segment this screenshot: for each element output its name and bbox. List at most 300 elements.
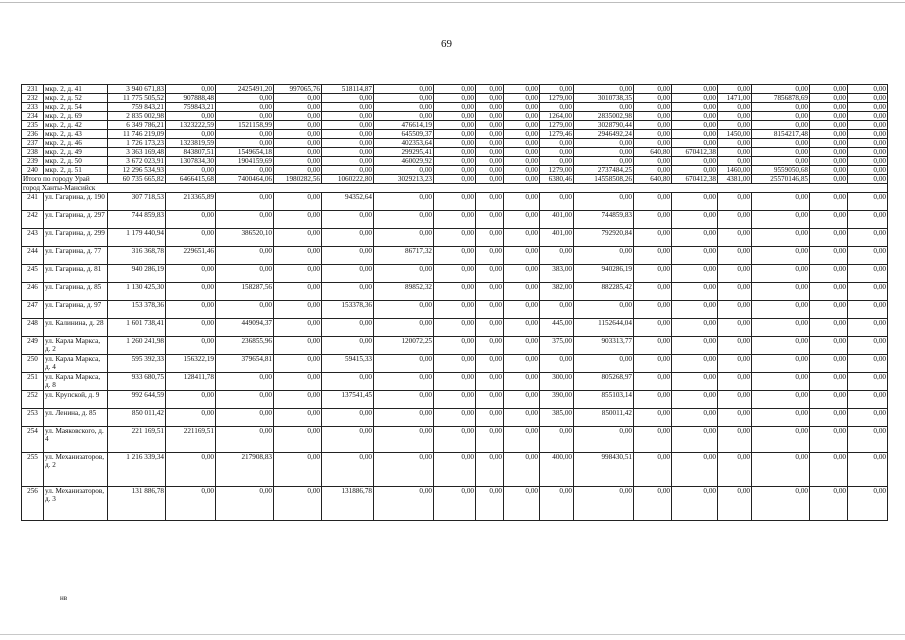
value-cell: 0,00 <box>216 487 274 521</box>
value-cell: 0,00 <box>216 94 274 103</box>
total-value-cell: 1980282,56 <box>274 175 322 184</box>
value-cell: 0,00 <box>476 427 504 453</box>
value-cell: 2425491,20 <box>216 85 274 94</box>
value-cell: 0,00 <box>374 391 434 409</box>
value-cell: 0,00 <box>848 453 888 487</box>
value-cell: 0,00 <box>322 265 374 283</box>
table-row <box>22 409 888 427</box>
value-cell: 153 378,36 <box>108 301 166 319</box>
value-cell: 0,00 <box>322 211 374 229</box>
value-cell: 0,00 <box>810 94 848 103</box>
value-cell: 759843,21 <box>166 103 216 112</box>
row-number-cell: 250 <box>22 355 44 373</box>
value-cell: 0,00 <box>848 94 888 103</box>
table-row <box>22 427 888 453</box>
total-value-cell: 0,00 <box>434 175 476 184</box>
value-cell: 0,00 <box>434 139 476 148</box>
row-number-cell: 232 <box>22 94 44 103</box>
value-cell: 0,00 <box>540 487 574 521</box>
value-cell: 0,00 <box>166 337 216 355</box>
value-cell: 0,00 <box>634 487 672 521</box>
value-cell: 0,00 <box>718 265 752 283</box>
value-cell: 0,00 <box>540 148 574 157</box>
value-cell: 0,00 <box>752 337 810 355</box>
value-cell: 0,00 <box>216 193 274 211</box>
value-cell: 2946492,24 <box>574 130 634 139</box>
value-cell: 0,00 <box>634 247 672 265</box>
value-cell: 0,00 <box>810 193 848 211</box>
value-cell: 0,00 <box>540 157 574 166</box>
value-cell: 0,00 <box>322 427 374 453</box>
value-cell: 0,00 <box>322 229 374 247</box>
total-value-cell: 60 735 665,82 <box>108 175 166 184</box>
value-cell: 855103,14 <box>574 391 634 409</box>
value-cell: 0,00 <box>752 157 810 166</box>
value-cell: 153378,36 <box>322 301 374 319</box>
value-cell: 0,00 <box>504 283 540 301</box>
value-cell: 0,00 <box>216 265 274 283</box>
value-cell: 0,00 <box>634 193 672 211</box>
page-number: 69 <box>441 38 452 50</box>
value-cell: 0,00 <box>434 265 476 283</box>
total-value-cell: 7400464,06 <box>216 175 274 184</box>
value-cell: 0,00 <box>574 148 634 157</box>
value-cell: 0,00 <box>574 103 634 112</box>
value-cell: 0,00 <box>672 193 718 211</box>
value-cell: 0,00 <box>810 130 848 139</box>
address-cell: ул. Гагарина, д. 77 <box>44 247 108 265</box>
total-value-cell: 6380,46 <box>540 175 574 184</box>
value-cell: 236855,96 <box>216 337 274 355</box>
value-cell: 0,00 <box>752 373 810 391</box>
value-cell: 0,00 <box>540 247 574 265</box>
value-cell: 0,00 <box>848 121 888 130</box>
value-cell: 0,00 <box>634 103 672 112</box>
value-cell: 0,00 <box>216 301 274 319</box>
table-row <box>22 103 888 112</box>
value-cell: 0,00 <box>848 373 888 391</box>
value-cell: 0,00 <box>274 157 322 166</box>
table-row <box>22 229 888 247</box>
row-number-cell: 231 <box>22 85 44 94</box>
table-row <box>22 247 888 265</box>
total-value-cell: 0,00 <box>810 175 848 184</box>
value-cell: 0,00 <box>504 301 540 319</box>
value-cell: 0,00 <box>634 373 672 391</box>
value-cell: 0,00 <box>434 355 476 373</box>
value-cell: 0,00 <box>434 211 476 229</box>
value-cell: 0,00 <box>504 211 540 229</box>
value-cell: 0,00 <box>718 355 752 373</box>
value-cell: 0,00 <box>752 319 810 337</box>
value-cell: 0,00 <box>476 487 504 521</box>
value-cell: 0,00 <box>476 229 504 247</box>
value-cell: 0,00 <box>374 487 434 521</box>
value-cell: 0,00 <box>434 94 476 103</box>
total-value-cell: 0,00 <box>848 175 888 184</box>
value-cell: 0,00 <box>434 391 476 409</box>
value-cell: 0,00 <box>810 283 848 301</box>
value-cell: 0,00 <box>274 265 322 283</box>
row-number-cell: 245 <box>22 265 44 283</box>
value-cell: 221169,51 <box>166 427 216 453</box>
value-cell: 843807,51 <box>166 148 216 157</box>
value-cell: 0,00 <box>634 121 672 130</box>
value-cell: 0,00 <box>634 337 672 355</box>
value-cell: 0,00 <box>848 409 888 427</box>
value-cell: 390,00 <box>540 391 574 409</box>
value-cell: 0,00 <box>810 319 848 337</box>
value-cell: 0,00 <box>810 409 848 427</box>
table-row <box>22 283 888 301</box>
value-cell: 0,00 <box>672 85 718 94</box>
value-cell: 0,00 <box>504 139 540 148</box>
section-filler <box>166 184 888 193</box>
value-cell: 903313,77 <box>574 337 634 355</box>
value-cell: 992 644,59 <box>108 391 166 409</box>
value-cell: 850 011,42 <box>108 409 166 427</box>
value-cell: 0,00 <box>848 148 888 157</box>
value-cell: 0,00 <box>476 193 504 211</box>
section-title: город Ханты-Мансийск <box>22 184 166 193</box>
value-cell: 0,00 <box>434 157 476 166</box>
value-cell: 1307834,30 <box>166 157 216 166</box>
value-cell: 0,00 <box>634 265 672 283</box>
value-cell: 0,00 <box>274 487 322 521</box>
value-cell: 0,00 <box>634 112 672 121</box>
scan-edge-bottom <box>0 634 905 635</box>
value-cell: 0,00 <box>848 166 888 175</box>
value-cell: 0,00 <box>810 112 848 121</box>
value-cell: 0,00 <box>718 427 752 453</box>
value-cell: 0,00 <box>848 139 888 148</box>
row-number-cell: 234 <box>22 112 44 121</box>
table-row <box>22 355 888 373</box>
value-cell: 0,00 <box>434 373 476 391</box>
value-cell: 0,00 <box>274 355 322 373</box>
value-cell: 0,00 <box>540 427 574 453</box>
value-cell: 0,00 <box>504 319 540 337</box>
footer-note: нв <box>60 594 68 602</box>
value-cell: 0,00 <box>166 391 216 409</box>
value-cell: 0,00 <box>810 427 848 453</box>
value-cell: 0,00 <box>672 301 718 319</box>
address-cell: ул. Гагарина, д. 190 <box>44 193 108 211</box>
value-cell: 400,00 <box>540 453 574 487</box>
value-cell: 0,00 <box>274 283 322 301</box>
table-row <box>22 139 888 148</box>
value-cell: 0,00 <box>574 301 634 319</box>
address-cell: ул. Гагарина, д. 297 <box>44 211 108 229</box>
value-cell: 670412,38 <box>672 148 718 157</box>
value-cell: 0,00 <box>374 112 434 121</box>
row-number-cell: 255 <box>22 453 44 487</box>
value-cell: 0,00 <box>718 112 752 121</box>
value-cell: 0,00 <box>504 247 540 265</box>
value-cell: 0,00 <box>476 301 504 319</box>
table-row <box>22 301 888 319</box>
total-value-cell: 670412,38 <box>672 175 718 184</box>
value-cell: 0,00 <box>274 409 322 427</box>
value-cell: 0,00 <box>476 319 504 337</box>
value-cell: 1279,46 <box>540 130 574 139</box>
value-cell: 0,00 <box>374 301 434 319</box>
value-cell: 1279,00 <box>540 121 574 130</box>
value-cell: 0,00 <box>848 247 888 265</box>
value-cell: 1323819,59 <box>166 139 216 148</box>
value-cell: 12 296 534,93 <box>108 166 166 175</box>
value-cell: 0,00 <box>434 337 476 355</box>
value-cell: 0,00 <box>322 166 374 175</box>
value-cell: 0,00 <box>374 166 434 175</box>
value-cell: 1 216 339,34 <box>108 453 166 487</box>
value-cell: 0,00 <box>574 247 634 265</box>
value-cell: 0,00 <box>672 427 718 453</box>
row-number-cell: 244 <box>22 247 44 265</box>
value-cell: 0,00 <box>672 265 718 283</box>
value-cell: 0,00 <box>718 337 752 355</box>
value-cell: 0,00 <box>216 166 274 175</box>
value-cell: 476614,19 <box>374 121 434 130</box>
value-cell: 0,00 <box>810 247 848 265</box>
value-cell: 0,00 <box>672 337 718 355</box>
value-cell: 0,00 <box>848 157 888 166</box>
value-cell: 385,00 <box>540 409 574 427</box>
value-cell: 0,00 <box>634 427 672 453</box>
value-cell: 0,00 <box>504 103 540 112</box>
address-cell: мкр. 2, д. 54 <box>44 103 108 112</box>
value-cell: 0,00 <box>752 85 810 94</box>
value-cell: 0,00 <box>810 337 848 355</box>
value-cell: 744859,83 <box>574 211 634 229</box>
value-cell: 0,00 <box>504 157 540 166</box>
value-cell: 0,00 <box>504 193 540 211</box>
value-cell: 0,00 <box>434 301 476 319</box>
value-cell: 0,00 <box>718 193 752 211</box>
value-cell: 0,00 <box>216 373 274 391</box>
value-cell: 0,00 <box>848 301 888 319</box>
value-cell: 0,00 <box>434 283 476 301</box>
total-value-cell: 640,80 <box>634 175 672 184</box>
value-cell: 0,00 <box>810 121 848 130</box>
value-cell: 382,00 <box>540 283 574 301</box>
value-cell: 0,00 <box>274 319 322 337</box>
table-body <box>22 85 888 521</box>
row-number-cell: 240 <box>22 166 44 175</box>
value-cell: 0,00 <box>476 391 504 409</box>
value-cell: 0,00 <box>434 229 476 247</box>
value-cell: 0,00 <box>672 453 718 487</box>
value-cell: 0,00 <box>374 355 434 373</box>
value-cell: 0,00 <box>810 229 848 247</box>
value-cell: 0,00 <box>476 265 504 283</box>
value-cell: 0,00 <box>672 139 718 148</box>
value-cell: 0,00 <box>274 427 322 453</box>
row-number-cell: 254 <box>22 427 44 453</box>
value-cell: 0,00 <box>634 94 672 103</box>
value-cell: 0,00 <box>634 453 672 487</box>
value-cell: 383,00 <box>540 265 574 283</box>
value-cell: 0,00 <box>718 148 752 157</box>
total-value-cell: 1060222,80 <box>322 175 374 184</box>
value-cell: 998430,51 <box>574 453 634 487</box>
row-number-cell: 241 <box>22 193 44 211</box>
value-cell: 0,00 <box>672 409 718 427</box>
value-cell: 0,00 <box>166 130 216 139</box>
value-cell: 0,00 <box>322 283 374 301</box>
value-cell: 0,00 <box>374 211 434 229</box>
value-cell: 0,00 <box>810 265 848 283</box>
value-cell: 0,00 <box>540 139 574 148</box>
value-cell: 0,00 <box>672 103 718 112</box>
value-cell: 0,00 <box>634 319 672 337</box>
value-cell: 0,00 <box>374 229 434 247</box>
value-cell: 8154217,48 <box>752 130 810 139</box>
value-cell: 3 363 169,48 <box>108 148 166 157</box>
value-cell: 0,00 <box>718 85 752 94</box>
value-cell: 0,00 <box>274 337 322 355</box>
value-cell: 0,00 <box>752 247 810 265</box>
value-cell: 0,00 <box>718 103 752 112</box>
value-cell: 0,00 <box>752 112 810 121</box>
value-cell: 0,00 <box>810 211 848 229</box>
address-cell: мкр. 2, д. 50 <box>44 157 108 166</box>
value-cell: 0,00 <box>274 301 322 319</box>
value-cell: 0,00 <box>274 453 322 487</box>
value-cell: 0,00 <box>752 355 810 373</box>
address-cell: ул. Механизаторов, д. 3 <box>44 487 108 521</box>
table-row <box>22 373 888 391</box>
value-cell: 0,00 <box>574 427 634 453</box>
value-cell: 0,00 <box>504 487 540 521</box>
table-row <box>22 166 888 175</box>
value-cell: 0,00 <box>374 373 434 391</box>
value-cell: 0,00 <box>504 85 540 94</box>
value-cell: 0,00 <box>672 283 718 301</box>
value-cell: 0,00 <box>322 337 374 355</box>
value-cell: 0,00 <box>848 283 888 301</box>
value-cell: 0,00 <box>374 265 434 283</box>
value-cell: 0,00 <box>504 148 540 157</box>
value-cell: 1264,00 <box>540 112 574 121</box>
address-cell: мкр. 2, д. 46 <box>44 139 108 148</box>
value-cell: 0,00 <box>848 85 888 94</box>
value-cell: 0,00 <box>166 301 216 319</box>
value-cell: 0,00 <box>434 130 476 139</box>
value-cell: 0,00 <box>634 229 672 247</box>
table-row <box>22 157 888 166</box>
value-cell: 0,00 <box>166 283 216 301</box>
value-cell: 131 886,78 <box>108 487 166 521</box>
value-cell: 7856878,69 <box>752 94 810 103</box>
value-cell: 2835002,98 <box>574 112 634 121</box>
value-cell: 1 726 173,23 <box>108 139 166 148</box>
value-cell: 0,00 <box>274 229 322 247</box>
value-cell: 0,00 <box>634 409 672 427</box>
address-cell: ул. Гагарина, д. 299 <box>44 229 108 247</box>
value-cell: 0,00 <box>434 427 476 453</box>
value-cell: 997065,76 <box>274 85 322 94</box>
value-cell: 9559050,68 <box>752 166 810 175</box>
table-row <box>22 94 888 103</box>
value-cell: 0,00 <box>752 148 810 157</box>
value-cell: 0,00 <box>848 112 888 121</box>
value-cell: 0,00 <box>274 112 322 121</box>
value-cell: 0,00 <box>848 319 888 337</box>
value-cell: 0,00 <box>504 265 540 283</box>
value-cell: 0,00 <box>752 103 810 112</box>
row-number-cell: 237 <box>22 139 44 148</box>
value-cell: 0,00 <box>322 453 374 487</box>
value-cell: 89852,32 <box>374 283 434 301</box>
total-value-cell: 0,00 <box>504 175 540 184</box>
value-cell: 0,00 <box>752 193 810 211</box>
value-cell: 0,00 <box>166 229 216 247</box>
value-cell: 0,00 <box>504 229 540 247</box>
value-cell: 0,00 <box>274 148 322 157</box>
value-cell: 0,00 <box>718 211 752 229</box>
value-cell: 0,00 <box>504 112 540 121</box>
value-cell: 137541,45 <box>322 391 374 409</box>
value-cell: 0,00 <box>718 283 752 301</box>
value-cell: 1 130 425,30 <box>108 283 166 301</box>
value-cell: 0,00 <box>216 103 274 112</box>
value-cell: 0,00 <box>274 130 322 139</box>
value-cell: 0,00 <box>810 487 848 521</box>
value-cell: 221 169,51 <box>108 427 166 453</box>
total-label: Итого по городу Урай <box>22 175 108 184</box>
address-cell: ул. Гагарина, д. 81 <box>44 265 108 283</box>
value-cell: 1 260 241,98 <box>108 337 166 355</box>
address-cell: мкр. 2, д. 51 <box>44 166 108 175</box>
value-cell: 6 349 786,21 <box>108 121 166 130</box>
value-cell: 0,00 <box>434 247 476 265</box>
value-cell: 0,00 <box>322 157 374 166</box>
value-cell: 0,00 <box>752 487 810 521</box>
value-cell: 0,00 <box>504 121 540 130</box>
value-cell: 0,00 <box>848 211 888 229</box>
address-cell: ул. Механизаторов, д. 2 <box>44 453 108 487</box>
value-cell: 0,00 <box>322 373 374 391</box>
table-row <box>22 112 888 121</box>
value-cell: 94352,64 <box>322 193 374 211</box>
value-cell: 0,00 <box>810 166 848 175</box>
value-cell: 0,00 <box>672 247 718 265</box>
value-cell: 0,00 <box>718 453 752 487</box>
value-cell: 0,00 <box>476 112 504 121</box>
value-cell: 0,00 <box>848 391 888 409</box>
value-cell: 0,00 <box>434 148 476 157</box>
value-cell: 0,00 <box>166 265 216 283</box>
row-number-cell: 253 <box>22 409 44 427</box>
table-row <box>22 319 888 337</box>
value-cell: 0,00 <box>322 247 374 265</box>
value-cell: 0,00 <box>504 453 540 487</box>
value-cell: 0,00 <box>504 355 540 373</box>
value-cell: 0,00 <box>634 85 672 94</box>
total-value-cell: 0,00 <box>476 175 504 184</box>
value-cell: 131886,78 <box>322 487 374 521</box>
value-cell: 0,00 <box>848 337 888 355</box>
value-cell: 213365,89 <box>166 193 216 211</box>
value-cell: 0,00 <box>540 85 574 94</box>
value-cell: 1 179 440,94 <box>108 229 166 247</box>
value-cell: 375,00 <box>540 337 574 355</box>
value-cell: 0,00 <box>476 139 504 148</box>
value-cell: 0,00 <box>634 283 672 301</box>
value-cell: 0,00 <box>718 409 752 427</box>
value-cell: 0,00 <box>848 487 888 521</box>
